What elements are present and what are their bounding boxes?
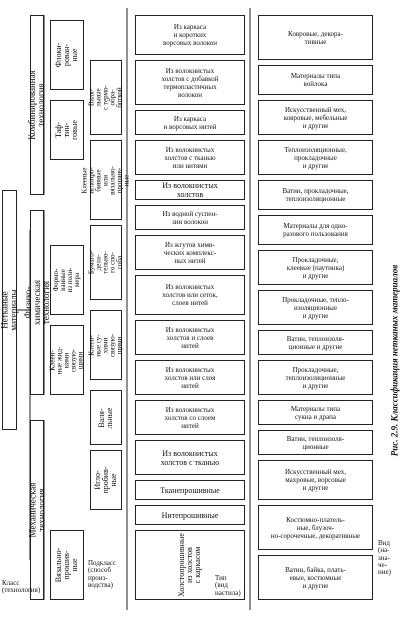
kind-node bbox=[258, 330, 373, 355]
type-label: Из жгутов хими- ческих комплекс- ных нитей bbox=[163, 240, 217, 265]
kind-node bbox=[258, 65, 373, 95]
subclass-node bbox=[50, 20, 84, 90]
subclass-label: Клеен- ные жид- кими связую- щими bbox=[48, 346, 85, 374]
kind-node bbox=[258, 400, 373, 425]
subclass-node bbox=[87, 60, 124, 135]
kind-label: Ватин, байка, плать- евые, костюмные и другие bbox=[285, 565, 346, 590]
type-label: Нитепрошивные bbox=[161, 510, 219, 520]
subclass-node bbox=[90, 390, 122, 445]
kind-label: Ватин, теплоизоля- ционные и другие bbox=[286, 334, 345, 351]
subclass-label: Клееные иглопро- бивные или вязально- прошив- ные bbox=[80, 165, 131, 195]
subclass-node bbox=[50, 530, 84, 600]
subclass-label: Валя- льные с термо- обра- боткой bbox=[87, 85, 124, 110]
kind-node bbox=[258, 360, 373, 395]
type-node bbox=[135, 440, 245, 475]
class-combined bbox=[27, 15, 46, 195]
class-mechanical bbox=[27, 420, 47, 600]
subclass-node bbox=[50, 245, 84, 315]
kind-label: Прокладочные, тепло- изоляционные и другие bbox=[282, 295, 349, 320]
kind-label: Прокладочные, теплоизоляционные и другие bbox=[285, 365, 346, 390]
kind-label: Костюмно-платель- ные, блузоч- но-сорочечные, декоративные bbox=[270, 515, 361, 540]
kind-node bbox=[258, 430, 373, 455]
figure-caption bbox=[380, 180, 410, 540]
type-label: Из каркаса и ворсовых нитей bbox=[163, 114, 217, 131]
type-node bbox=[135, 235, 245, 270]
subclass-label: Вязально- прошив- ные bbox=[54, 547, 80, 583]
subclass-node bbox=[50, 325, 84, 395]
type-node bbox=[135, 180, 245, 200]
type-row-label: Тип (вид настила) bbox=[215, 574, 241, 597]
kind-label: Материалы типа сукна и драпа bbox=[290, 404, 341, 421]
subclass-label: Валя- льные bbox=[97, 407, 114, 428]
type-node bbox=[135, 480, 245, 500]
type-node bbox=[135, 140, 245, 175]
kind-label: Ватин, прокладочные, теплоизоляционные bbox=[282, 187, 349, 203]
kind-node bbox=[258, 555, 373, 600]
subclass-label: Бумаго- дела- тельно- го спо- соба bbox=[87, 250, 124, 275]
type-node bbox=[135, 360, 245, 395]
class-physchem bbox=[22, 210, 51, 395]
kind-node bbox=[258, 505, 373, 550]
kind-label: Ковровые, декора- тивные bbox=[288, 29, 343, 46]
subclass-label: Игло- пробив- ные bbox=[93, 466, 118, 494]
type-label: Из волокнистых холстов с добавкой термопластичных волокон bbox=[161, 66, 219, 99]
subclass-node bbox=[87, 310, 124, 380]
type-label: Тканепрошивные bbox=[160, 485, 220, 495]
type-label: Из каркаса и коротких ворсовых волокон bbox=[162, 23, 218, 47]
type-label: Из волокнистых холстов bbox=[162, 181, 218, 199]
kind-node bbox=[258, 290, 373, 325]
root-node bbox=[2, 190, 17, 430]
class-label: Физико-химическая технология bbox=[22, 280, 51, 325]
subclass-label: Таф- тин- говые bbox=[54, 120, 79, 140]
kind-row-label: Вид (на- зна- че- ние) bbox=[378, 539, 391, 577]
type-node bbox=[135, 320, 245, 355]
kind-label: Материалы для одно- разового пользования bbox=[283, 222, 348, 238]
kind-node bbox=[258, 460, 373, 500]
kind-node bbox=[258, 180, 373, 210]
kind-node bbox=[258, 215, 373, 245]
type-label: Из волокнистых холстов с тканью или нитями bbox=[164, 145, 216, 170]
type-node bbox=[135, 400, 245, 435]
type-label: Из волокнистых холстов с тканью bbox=[160, 448, 220, 467]
root-label: Нетканые материалы bbox=[0, 289, 19, 331]
type-node bbox=[135, 505, 245, 525]
subclass-label: Клеен- ные су- хими связую- щими bbox=[87, 333, 124, 357]
type-node bbox=[135, 205, 245, 230]
subclass-node bbox=[87, 225, 124, 300]
class-label: Механическая технология bbox=[27, 482, 47, 538]
kind-label: Теплоизоляционные, прокладочные и другие bbox=[284, 145, 347, 170]
type-node bbox=[135, 275, 245, 315]
subclass-node bbox=[90, 450, 122, 510]
type-node bbox=[135, 15, 245, 55]
kind-label: Ватин, теплоизоля- ционные bbox=[286, 434, 345, 451]
type-label: Из водной суспен- зии волокон bbox=[162, 209, 218, 226]
type-label: Из волокнистых холстов и слоев нитей bbox=[165, 325, 215, 350]
kind-node bbox=[258, 100, 373, 135]
type-label: Из волокнистых холстов или сеток, слоев нитей bbox=[162, 283, 218, 307]
subclass-node bbox=[80, 140, 131, 220]
kind-label: Материалы типа войлока bbox=[290, 72, 341, 88]
type-node bbox=[135, 110, 245, 135]
kind-node bbox=[258, 250, 373, 285]
subclass-label: Формо- ванные из поли- мера bbox=[52, 267, 81, 293]
type-label: Холстопрошивные из холстов с каркасом bbox=[177, 533, 202, 597]
caption-text: Рис. 2.9. Классификация нетканых материалов bbox=[389, 264, 400, 456]
class-label: Комбинированная технология bbox=[27, 70, 46, 140]
type-label: Из волокнистых холстов или слоя нитей bbox=[164, 365, 216, 390]
subclass-node bbox=[50, 100, 84, 160]
kind-label: Прокладочные, клеевые (паутинка) и другие bbox=[286, 255, 345, 280]
kind-label: Искусственный мех, ковровые, мебельные и другие bbox=[283, 105, 348, 130]
type-node bbox=[135, 60, 245, 105]
subclass-label: Флоки- рован- ные bbox=[54, 42, 79, 68]
class-row-label: Класс (технология) bbox=[2, 579, 41, 595]
type-label: Из волокнистых холстов со слоем нитей bbox=[164, 405, 216, 430]
subclass-row-label: Подкласс (способ произ- водства) bbox=[88, 559, 117, 590]
kind-node bbox=[258, 15, 373, 60]
kind-label: Искусственный мех, махровые, ворсовые и другие bbox=[285, 468, 346, 492]
kind-node bbox=[258, 140, 373, 175]
